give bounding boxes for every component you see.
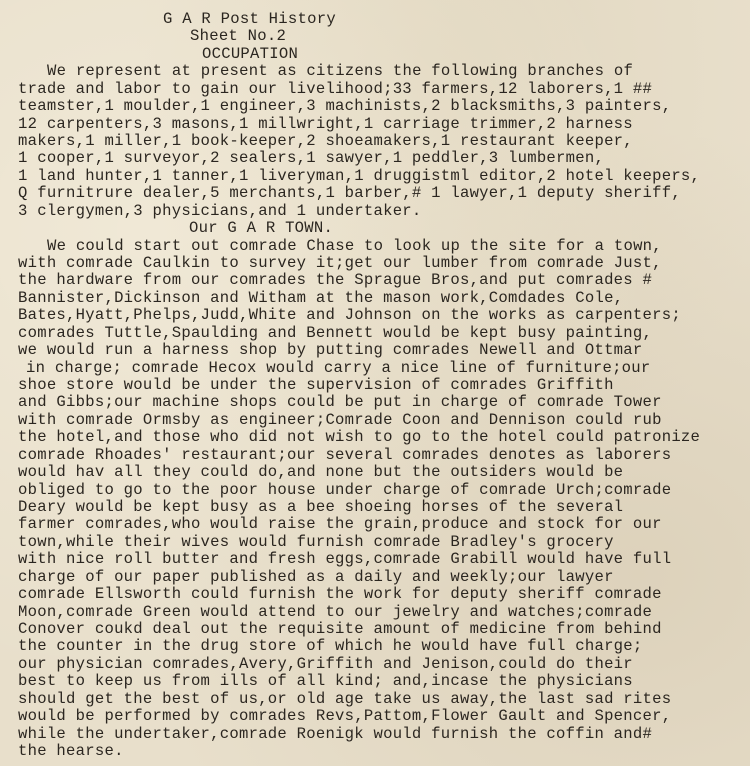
- town-line: Moon,comrade Green would attend to our jewelry and watches;comrade: [18, 602, 653, 621]
- town-line: comrade Ellsworth could furnish the work for deputy sheriff comrade: [18, 585, 662, 604]
- town-line: We could start out comrade Chase to look up the site for a town,: [47, 236, 662, 255]
- occupation-line: 1 cooper,1 surveyor,2 sealers,1 sawyer,1 peddler,3 lumbermen,: [18, 149, 605, 168]
- town-line: comrades Tuttle,Spaulding and Bennett would be kept busy painting,: [18, 323, 653, 342]
- town-heading: Our G A R TOWN.: [189, 219, 334, 238]
- town-line: town,while their wives would furnish comrade Bradley's grocery: [18, 532, 614, 551]
- town-line: and Gibbs;our machine shops could be put in charge of comrade Tower: [18, 393, 662, 412]
- town-line: would be performed by comrades Revs,Pattom,Flower Gault and Spencer,: [18, 707, 672, 726]
- town-line: with comrade Ormsby as engineer;Comrade Coon and Dennison could rub: [18, 410, 662, 429]
- occupation-line: trade and labor to gain our livelihood;33 farmers,12 laborers,1 ##: [18, 79, 653, 98]
- town-line: the counter in the drug store of which he would have full charge;: [18, 637, 643, 656]
- town-line: the hardware from our comrades the Sprague Bros,and put comrades #: [18, 271, 653, 290]
- town-line: comrade Rhoades' restaurant;our several comrades denotes as laborers: [18, 445, 672, 464]
- town-line: the hearse.: [18, 742, 124, 760]
- town-line: should get the best of us,or old age take us away,the last sad rites: [18, 689, 672, 708]
- town-line: charge of our paper published as a daily and weekly;our lawyer: [18, 567, 614, 586]
- town-line: in charge; comrade Hecox would carry a nice line of furniture;our: [26, 358, 651, 377]
- occupation-line: makers,1 miller,1 book-keeper,2 shoeamakers,1 restaurant keeper,: [18, 132, 633, 150]
- town-line: would hav all they could do,and none but the outsiders would be: [18, 463, 624, 482]
- occupation-line: teamster,1 moulder,1 engineer,3 machinists,2 blacksmiths,3 painters,: [18, 97, 672, 116]
- document-title: G A R Post History: [163, 10, 336, 28]
- town-line: with comrade Caulkin to survey it;get our lumber from comrade Just,: [18, 254, 662, 272]
- town-line: best to keep us from ills of all kind; and,incase the physicians: [18, 672, 633, 691]
- occupation-line: We represent at present as citizens the following branches of: [47, 62, 634, 81]
- town-line: Conover coukd deal out the requisite amount of medicine from behind: [18, 620, 662, 638]
- town-line: while the undertaker,comrade Roenigk would furnish the coffin and#: [18, 724, 653, 743]
- town-line: obliged to go to the poor house under charge of comrade Urch;comrade: [18, 480, 672, 499]
- town-line: Deary would be kept busy as a bee shoeing horses of the several: [18, 498, 624, 516]
- town-line: Bannister,Dickinson and Witham at the mason work,Comdades Cole,: [18, 288, 624, 307]
- sheet-number: Sheet No.2: [190, 27, 287, 46]
- town-line: we would run a harness shop by putting comrades Newell and Ottmar: [18, 341, 643, 360]
- town-line: the hotel,and those who did not wish to go to the hotel could patronize: [18, 428, 701, 447]
- occupation-line: 12 carpenters,3 masons,1 millwright,1 carriage trimmer,2 harness: [18, 114, 633, 133]
- town-line: shoe store would be under the supervision of comrades Griffith: [18, 376, 614, 394]
- occupation-heading: OCCUPATION: [202, 44, 299, 63]
- town-line: farmer comrades,who would raise the grain,produce and stock for our: [18, 515, 662, 534]
- town-line: with nice roll butter and fresh eggs,comrade Grabill would have full: [18, 550, 672, 569]
- occupation-line: Q furnitrure dealer,5 merchants,1 barber,# 1 lawyer,1 deputy sheriff,: [18, 184, 681, 203]
- occupation-line: 1 land hunter,1 tanner,1 liveryman,1 druggistml editor,2 hotel keepers,: [18, 166, 701, 185]
- town-line: our physician comrades,Avery,Griffith and Jenison,could do their: [18, 654, 633, 673]
- occupation-line: 3 clergymen,3 physicians,and 1 undertaker.: [18, 201, 422, 220]
- town-line: Bates,Hyatt,Phelps,Judd,White and Johnson on the works as carpenters;: [18, 306, 681, 325]
